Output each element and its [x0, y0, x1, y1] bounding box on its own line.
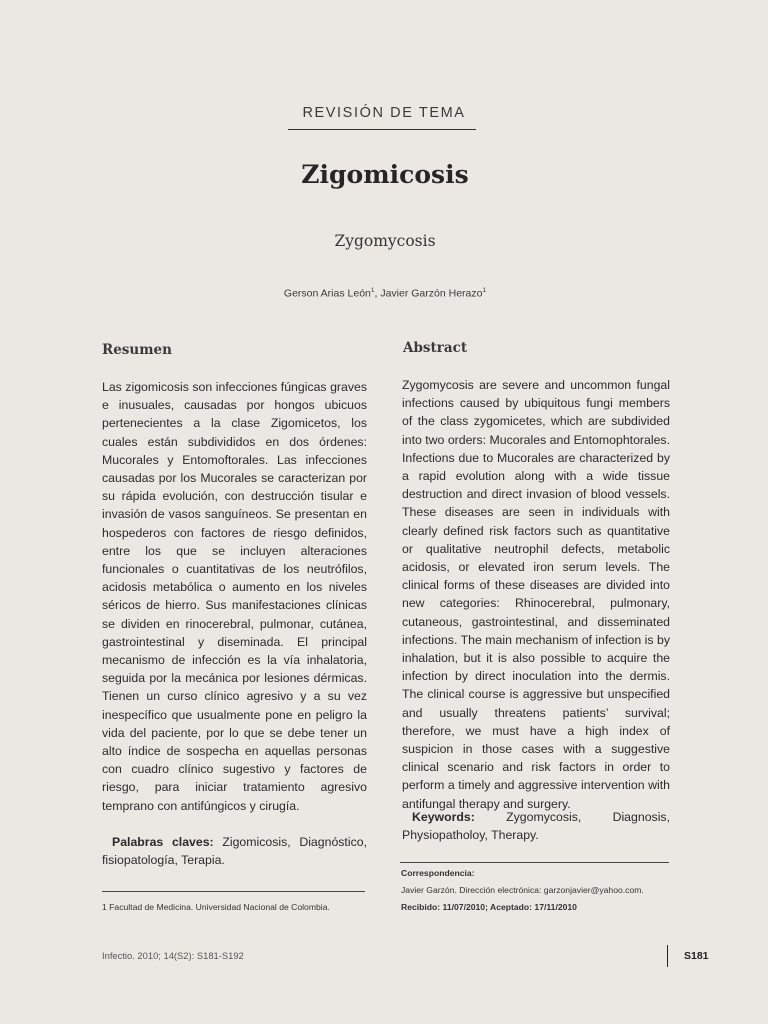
- resumen-keywords: [102, 833, 367, 869]
- page-number: S181: [684, 950, 709, 962]
- journal-citation: Infectio. 2010; 14(S2): S181-S192: [102, 950, 244, 961]
- resumen-body: Las zigomicosis son infecciones fúngicas graves e inusuales, causadas por hongos ubicuos pertenecientes a la clase Zigomicetos, los cuales están subdivididos en dos órdenes: Mucorales y Entomoftorales. Las infecciones causadas por los Mucorales se caracterizan por su rápida evolución, con destrucción tisular e invasión de vasos sanguíneos. Se presentan en hospederos con factores de riesgo definidos, entre los que se incluyen alteraciones funcionales o cuantitativas de los neutrófilos, acidosis metabólica o aumento en los niveles séricos de hierro. Sus manifestaciones clínicas se dividen en rinocerebral, pulmonar, cutánea, gastrointestinal y diseminada. El principal mecanismo de infección es la vía inhalatoria, seguida por la mecánica por lesiones dérmicas. Tienen un curso clínico agresivo y a su vez inespecífico que usualmente pone en peligro la vida del paciente, por lo que se debe tener un alto índice de sospecha en aquellas personas con cuadro clínico sugestivo y factores de riesgo, para iniciar tratamiento agresivo temprano con antifúngicos y cirugía.: [102, 380, 367, 813]
- article-subtitle: Zygomycosis: [334, 232, 436, 250]
- author-line: [0, 287, 768, 300]
- keywords-label: Palabras claves:: [112, 835, 214, 849]
- author-name: Gerson Arias León: [283, 287, 371, 300]
- author-name: Javier Garzón Herazo: [380, 287, 483, 300]
- correspondence-contact: Javier Garzón. Dirección electrónica: garzonjavier@yahoo.com.: [401, 885, 644, 895]
- abstract-keywords: [402, 808, 670, 844]
- correspondence-block: [401, 865, 671, 916]
- received-accepted-dates: Recibido: 11/07/2010; Aceptado: 17/11/2010: [401, 902, 577, 912]
- footnote: 1 Facultad de Medicina. Universidad Nacional de Colombia.: [102, 902, 330, 912]
- resumen-heading: Resumen: [102, 342, 172, 358]
- keywords-label: Keywords:: [412, 810, 475, 824]
- correspondence-label: Correspondencia:: [401, 868, 475, 878]
- abstract-heading: Abstract: [403, 340, 468, 356]
- keywords-list: Zygomycosis, Diagnosis, Physiopatholoy, Therapy.: [402, 810, 670, 843]
- author-affiliation-mark: 1: [370, 287, 375, 294]
- abstract-body: Zygomycosis are severe and uncommon fungal infections caused by ubiquitous fungi members of the class zygomicetes, which are subdivided into two orders: Mucorales and Entomophtorales. Infections due to Mucorales are characterized by a rapid evolution along with a wide tissue destruction and direct invasion of blood vessels. These diseases are seen in individuals with clearly defined risk factors such as quantitative or qualitative neutrophil defects, metabolic acidosis, or elevated iron serum levels. The clinical forms of these diseases are divided into new categories: Rhinocerebral, pulmonary, cutaneous, gastrointestinal, and disseminated infections. The main mechanism of infection is by inhalation, but it is also possible to acquire the infection by direct inoculation into the dermis. The clinical course is aggressive but unspecified and usually threatens patients’ survival; therefore, we must have a high index of suspicion in those cases with a suggestive clinical scenario and risk factors in order to perform a timely and aggressive intervention with antifungal therapy and surgery.: [402, 378, 670, 811]
- section-label-rule: [288, 129, 476, 130]
- correspondence-rule: [400, 862, 669, 863]
- section-label: REVISIÓN DE TEMA: [302, 105, 466, 121]
- footnote-rule: [102, 891, 365, 892]
- page-number-bar: [667, 945, 668, 967]
- keywords-list: Zigomicosis, Diagnóstico, fisiopatología, Terapia.: [102, 835, 367, 868]
- author-affiliation-mark: 1: [482, 287, 487, 294]
- author-separator: ,: [374, 287, 381, 300]
- article-title: Zigomicosis: [301, 160, 469, 189]
